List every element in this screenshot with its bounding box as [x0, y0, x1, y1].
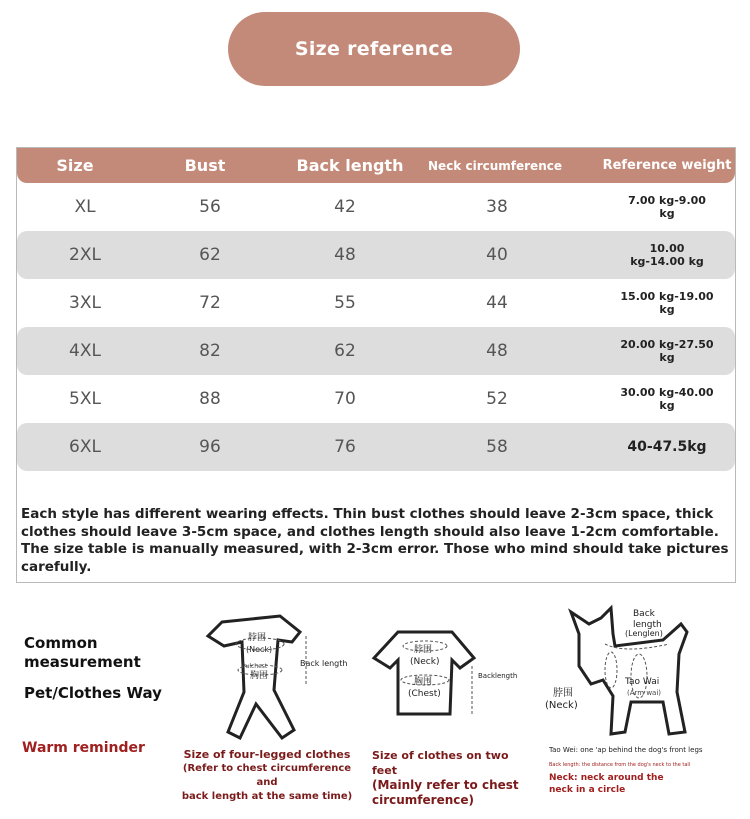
neck-cell: 52 — [486, 389, 508, 409]
table-row — [17, 423, 735, 471]
table-row — [17, 327, 735, 375]
back-label-1: Back — [633, 609, 655, 619]
table-row — [17, 375, 735, 423]
weight-cell: 30.00 kg-40.00 kg — [620, 386, 714, 412]
table-row — [17, 231, 735, 279]
size-note: Each style has different wearing effects. Thin bust clothes should leave 2-3cm space, thick clothes should leave 3-5cm space, and clothes length should also leave 1-2cm comfortable. The size table is manually measured, with 2-3cm error. Those who mind should take pictures carefully. — [21, 506, 729, 575]
header-bust: Bust — [184, 156, 226, 175]
dog-outline — [571, 608, 687, 734]
two-feet-clothes-illustration — [368, 622, 518, 742]
header-back-length: Back length — [296, 156, 404, 175]
chest-cn-label: 胸围 — [250, 671, 269, 681]
chest-en-label: Pulchest — [242, 663, 268, 670]
neck-measure-line — [605, 652, 617, 688]
weight-cell: 10.00 kg-14.00 kg — [630, 242, 704, 268]
back-cell: 48 — [334, 245, 356, 265]
weight-cell: 7.00 kg-9.00 kg — [628, 194, 706, 220]
header-weight: Reference weight — [602, 158, 732, 173]
size-cell: 2XL — [69, 245, 101, 265]
chest-en-label: (Chest) — [408, 689, 441, 699]
taowai-sub-label: (Arm wai) — [627, 689, 662, 697]
chest-cn-label: 胸围 — [414, 677, 433, 687]
dog-illustration — [545, 604, 745, 744]
header-size: Size — [56, 156, 94, 175]
back-length-label: Back length — [300, 659, 348, 668]
two-feet-caption: Size of clothes on two feet (Mainly refer to chest circumference) — [372, 749, 519, 807]
neck-cell: 38 — [486, 197, 508, 217]
backlength-note: Back length: the distance from the dog's neck to the tail — [549, 762, 691, 768]
neck-en-label: (Neck) — [410, 657, 440, 667]
size-cell: 4XL — [69, 341, 101, 361]
header-neck: Neck circumference — [428, 158, 562, 173]
size-cell: 5XL — [69, 389, 101, 409]
back-cell: 42 — [334, 197, 356, 217]
back-cell: 70 — [334, 389, 356, 409]
warm-reminder: Warm reminder — [22, 740, 145, 756]
table-header — [17, 148, 735, 183]
weight-cell: 15.00 kg-19.00 kg — [620, 290, 714, 316]
back-cell: 62 — [334, 341, 356, 361]
bust-cell: 88 — [199, 389, 221, 409]
neck-cell: 48 — [486, 341, 508, 361]
neck-cell: 58 — [486, 437, 508, 457]
neck-en-label: (Neck) — [246, 645, 273, 654]
bust-cell: 56 — [199, 197, 221, 217]
size-cell: 3XL — [69, 293, 101, 313]
back-cell: 76 — [334, 437, 356, 457]
table-row — [17, 279, 735, 327]
back-label-2: length — [633, 620, 662, 630]
neck-cn-label: 脖围 — [248, 633, 267, 643]
taowai-label: Tao Wai — [625, 677, 660, 687]
bust-cell: 72 — [199, 293, 221, 313]
size-table — [16, 147, 736, 583]
neck-cell: 40 — [486, 245, 508, 265]
common-label: Common measurement — [24, 634, 141, 671]
back-cell: 55 — [334, 293, 356, 313]
back-label-3: (Lenglen) — [625, 629, 663, 638]
weight-cell: 40-47.5kg — [627, 438, 707, 455]
size-reference-title: Size reference — [228, 12, 520, 86]
neck-note: Neck: neck around the neck in a circle — [549, 773, 664, 795]
bust-cell: 82 — [199, 341, 221, 361]
neck-cn-label: 脖围 — [553, 688, 573, 699]
size-cell: XL — [74, 197, 96, 217]
table-row — [17, 183, 735, 231]
neck-en-label: (Neck) — [545, 700, 578, 711]
back-length-label: Backlength — [478, 672, 518, 680]
weight-cell: 20.00 kg-27.50 kg — [620, 338, 714, 364]
bust-cell: 62 — [199, 245, 221, 265]
four-legged-caption: Size of four-legged clothes (Refer to chest circumference and back length at the same time) — [181, 748, 353, 802]
four-legged-clothes-illustration — [200, 612, 360, 744]
size-cell: 6XL — [69, 437, 101, 457]
way-label: Pet/Clothes Way — [24, 684, 162, 702]
taowai-note: Tao Wei: one 'ap behind the dog's front legs — [549, 746, 703, 754]
neck-cn-label: 脖围 — [414, 645, 433, 655]
neck-cell: 44 — [486, 293, 508, 313]
bust-cell: 96 — [199, 437, 221, 457]
